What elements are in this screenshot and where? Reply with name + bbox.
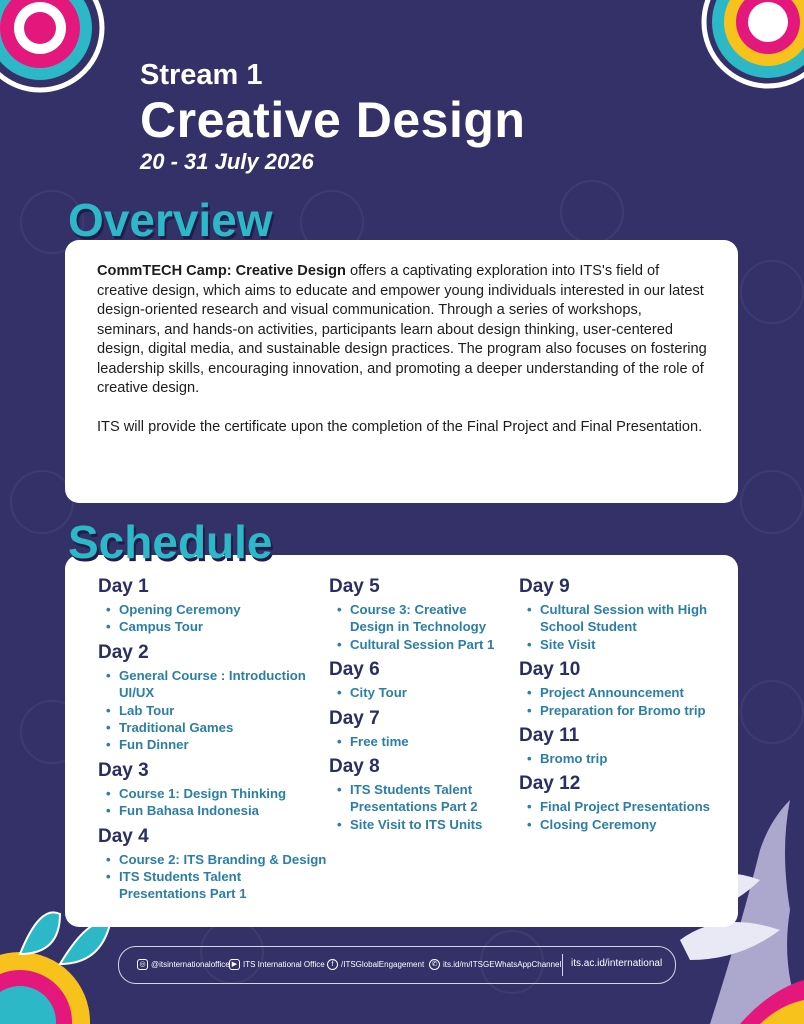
day-title: Day 8 bbox=[329, 756, 380, 778]
schedule-column-3 bbox=[519, 575, 719, 838]
schedule-day-6 bbox=[329, 658, 514, 701]
instagram-icon: ◎ bbox=[137, 959, 148, 970]
day-activity-list bbox=[329, 781, 514, 833]
activity-item: • Closing Ceremony bbox=[527, 816, 719, 833]
day-title: Day 10 bbox=[519, 659, 581, 681]
day-title: Day 5 bbox=[329, 576, 380, 597]
day-title: Day 11 bbox=[519, 725, 580, 747]
overview-card bbox=[65, 240, 738, 503]
footer-contact-bar bbox=[118, 946, 676, 984]
schedule-day-1 bbox=[98, 575, 328, 636]
schedule-day-9 bbox=[519, 575, 719, 653]
social-facebook[interactable] bbox=[327, 959, 424, 970]
day-activity-list bbox=[329, 733, 514, 750]
activity-item: • General Course : Introduction UI/UX bbox=[106, 667, 328, 702]
overview-lead-rest: offers a captivating exploration into ITS's field of creative design, which aims to educate and empower young individuals interested in our latest design-oriented research and visual communication. Through a series of workshops, seminars, and hands-on activities, participants learn about design thinking, user-centered design, digital media, and sustainable design practices. The program also focuses on fostering leadership skills, encouraging innovation, and promoting a deeper understanding of the role of creative design. bbox=[97, 263, 707, 396]
stream-label: Stream 1 bbox=[140, 59, 263, 91]
day-activity-list bbox=[329, 684, 514, 701]
activity-item: • ITS Students Talent Presentations Part 1 bbox=[106, 868, 328, 903]
day-activity-list bbox=[98, 851, 328, 903]
day-activity-list bbox=[98, 601, 328, 636]
footer-divider bbox=[562, 954, 563, 976]
activity-item: • Final Project Presentations bbox=[527, 798, 719, 815]
schedule-day-10 bbox=[519, 658, 719, 719]
top-right-ornament bbox=[700, 0, 804, 100]
schedule-day-11 bbox=[519, 724, 719, 767]
activity-item: • City Tour bbox=[337, 684, 514, 701]
whatsapp-icon: ✆ bbox=[429, 959, 440, 970]
facebook-icon: f bbox=[327, 959, 338, 970]
schedule-day-2 bbox=[98, 641, 328, 754]
activity-item: • Site Visit to ITS Units bbox=[337, 816, 514, 833]
social-youtube-text: ITS International Office bbox=[243, 960, 325, 969]
top-left-ornament bbox=[0, 0, 110, 100]
activity-item: • Campus Tour bbox=[106, 618, 328, 635]
activity-item: • Cultural Session with High School Student bbox=[527, 601, 719, 636]
day-activity-list bbox=[519, 798, 719, 833]
day-activity-list bbox=[519, 684, 719, 719]
activity-item: • Cultural Session Part 1 bbox=[337, 636, 514, 653]
schedule-column-2 bbox=[329, 575, 514, 838]
social-instagram[interactable] bbox=[137, 959, 230, 970]
schedule-day-4 bbox=[98, 825, 328, 903]
day-activity-list bbox=[329, 601, 514, 653]
activity-item: • Fun Dinner bbox=[106, 736, 328, 753]
activity-item: • Fun Bahasa Indonesia bbox=[106, 802, 328, 819]
activity-item: • Lab Tour bbox=[106, 702, 328, 719]
activity-item: • Free time bbox=[337, 733, 514, 750]
activity-item: • ITS Students Talent Presentations Part 2 bbox=[337, 781, 514, 816]
activity-item: • Project Announcement bbox=[527, 684, 719, 701]
page-title: Creative Design bbox=[140, 92, 526, 148]
schedule-heading: Schedule bbox=[68, 516, 273, 568]
header bbox=[140, 58, 525, 176]
event-dates: 20 - 31 July 2026 bbox=[140, 149, 314, 174]
schedule-day-5 bbox=[329, 575, 514, 653]
overview-paragraph bbox=[97, 262, 707, 399]
schedule-day-12 bbox=[519, 772, 719, 833]
social-facebook-text: /ITSGlobalEngagement bbox=[341, 960, 425, 969]
schedule-day-7 bbox=[329, 707, 514, 750]
youtube-icon: ▶ bbox=[229, 959, 240, 970]
activity-item: • Bromo trip bbox=[527, 750, 719, 767]
website-link[interactable]: its.ac.id/international bbox=[571, 958, 663, 969]
day-activity-list bbox=[98, 785, 328, 820]
day-activity-list bbox=[519, 750, 719, 767]
day-title: Day 6 bbox=[329, 659, 380, 681]
day-title: Day 1 bbox=[98, 576, 149, 597]
day-activity-list bbox=[519, 601, 719, 653]
activity-item: • Opening Ceremony bbox=[106, 601, 328, 618]
day-activity-list bbox=[98, 667, 328, 754]
activity-item: • Course 2: ITS Branding & Design bbox=[106, 851, 328, 868]
social-instagram-text: @itsinternationaloffice bbox=[151, 960, 230, 969]
schedule-day-8 bbox=[329, 755, 514, 833]
certificate-note: ITS will provide the certificate upon the completion of the Final Project and Final Presentation. bbox=[97, 418, 703, 435]
overview-lead-bold: CommTECH Camp: Creative Design bbox=[97, 263, 346, 279]
day-title: Day 9 bbox=[519, 576, 570, 597]
social-whatsapp-text: its.id/m/ITSGEWhatsAppChannel bbox=[443, 960, 562, 969]
day-title: Day 4 bbox=[98, 825, 149, 847]
social-youtube[interactable] bbox=[229, 959, 325, 970]
activity-item: • Traditional Games bbox=[106, 719, 328, 736]
overview-text bbox=[97, 262, 707, 456]
activity-item: • Preparation for Bromo trip bbox=[527, 702, 719, 719]
social-whatsapp[interactable] bbox=[429, 959, 561, 970]
day-title: Day 12 bbox=[519, 773, 581, 795]
day-title: Day 7 bbox=[329, 707, 380, 729]
schedule-card bbox=[65, 555, 738, 927]
schedule-column-1 bbox=[98, 575, 328, 908]
schedule-day-3 bbox=[98, 759, 328, 820]
activity-item: • Course 3: Creative Design in Technology bbox=[337, 601, 514, 636]
overview-heading: Overview bbox=[68, 194, 273, 246]
day-title: Day 2 bbox=[98, 641, 149, 663]
activity-item: • Course 1: Design Thinking bbox=[106, 785, 328, 802]
activity-item: • Site Visit bbox=[527, 636, 719, 653]
day-title: Day 3 bbox=[98, 759, 149, 781]
